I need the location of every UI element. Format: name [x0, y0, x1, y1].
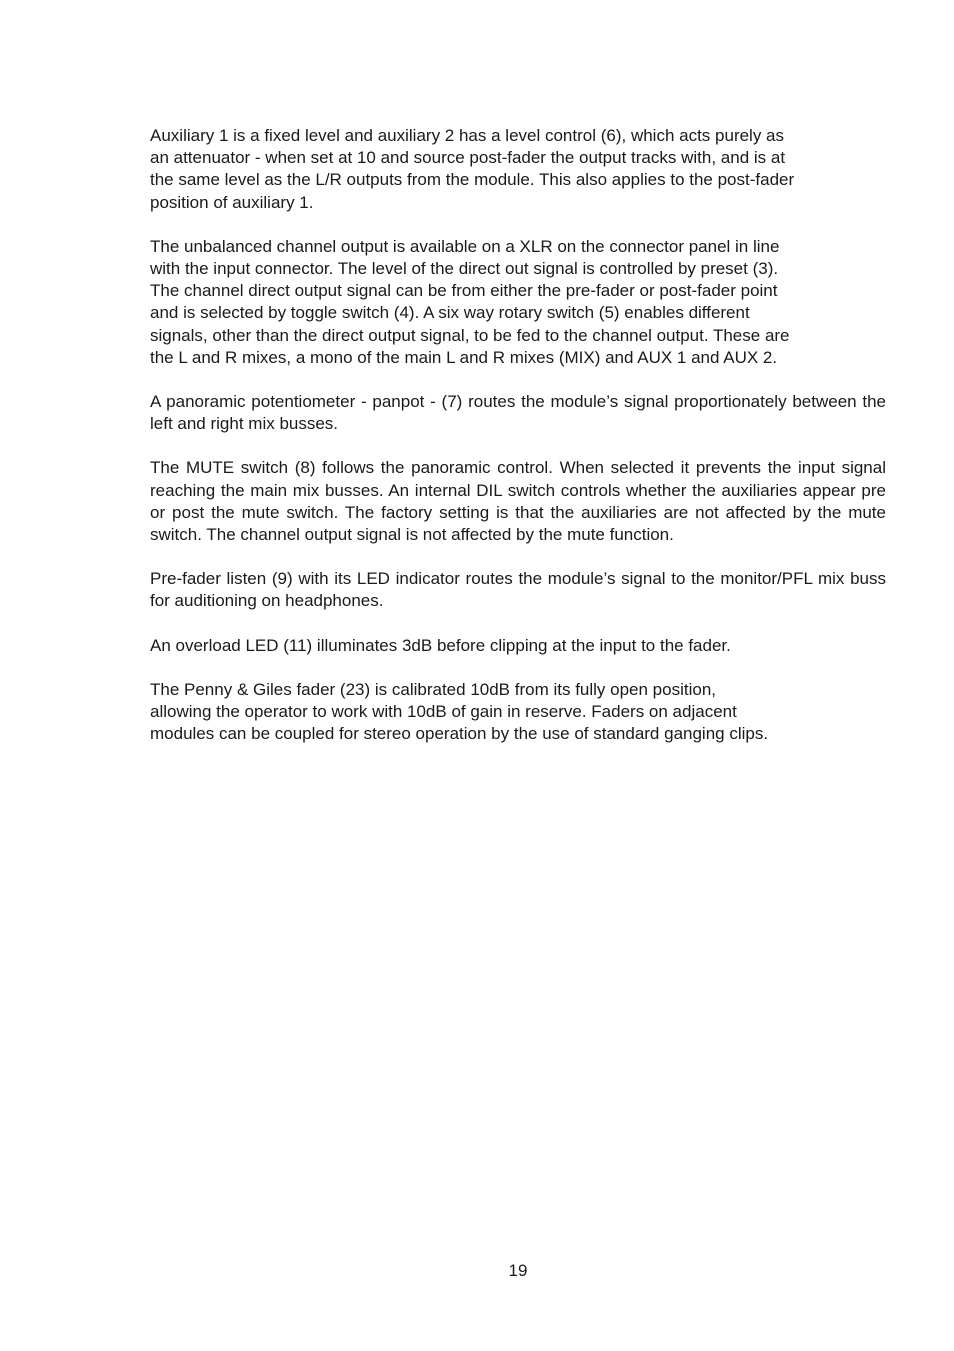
paragraph-auxiliary: Auxiliary 1 is a fixed level and auxiliary 2 has a level control (6), which acts purely as an attenuator - when set at 10 and source post-fader the output tracks with, and is at the same level as the L/R outputs from the module. This also applies to the post-fader position of auxiliary 1. — [150, 126, 795, 212]
page-number: 19 — [508, 1261, 528, 1280]
body-text — [150, 125, 886, 767]
paragraph-fader: The Penny & Giles fader (23) is calibrated 10dB from its fully open position, allowing the operator to work with 10dB of gain in reserve. Faders on adjacent modules can be coupled for stereo operation by the use of standard ganging clips. — [150, 679, 769, 744]
paragraph-panpot: A panoramic potentiometer - panpot - (7) routes the module’s signal proportionately between the left and right mix busses. — [150, 392, 886, 434]
paragraph-mute: The MUTE switch (8) follows the panoramic control. When selected it prevents the input signal reaching the main mix busses. An internal DIL switch controls whether the auxiliaries appear pre or post the mute switch. The factory setting is that the auxiliaries are not affected by the mute switch. The channel output signal is not affected by the mute function. — [150, 458, 886, 545]
paragraph-pfl: Pre-fader listen (9) with its LED indicator routes the module’s signal to the monitor/PFL mix buss for auditioning on headphones. — [150, 569, 886, 611]
paragraph-overload: An overload LED (11) illuminates 3dB before clipping at the input to the fader. — [150, 635, 731, 655]
paragraph-channel-output: The unbalanced channel output is available on a XLR on the connector panel in line with the input connector. The level of the direct out signal is controlled by preset (3). The channel direct output signal can be from either the pre-fader or post-fader point and is selected by toggle switch (4). A six way rotary switch (5) enables different signals, other than the direct output signal, to be fed to the channel output. These are the L and R mixes, a mono of the main L and R mixes (MIX) and AUX 1 and AUX 2. — [150, 236, 790, 367]
